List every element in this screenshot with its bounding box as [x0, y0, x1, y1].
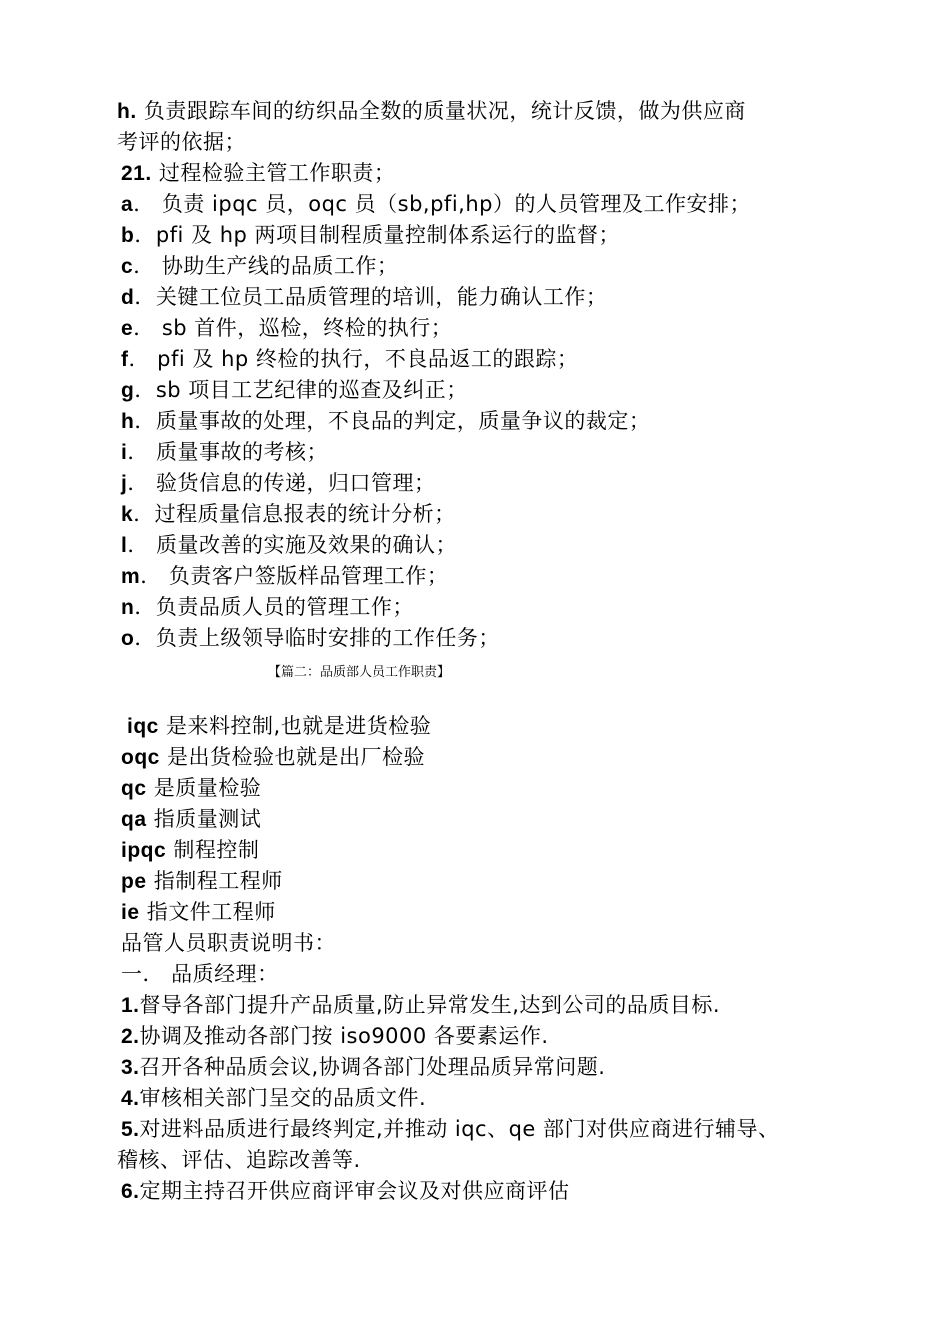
line-qc-duties-heading: 品管人员职责说明书：	[121, 931, 336, 955]
line-duty-2: 2.协调及推动各部门按 iso9000 各要素运作.	[121, 1024, 549, 1048]
line-c: c． 协助生产线的品质工作；	[121, 254, 399, 278]
line-ipqc: ipqc 制程控制	[121, 838, 260, 862]
line-h-supplier: h. 负责跟踪车间的纺织品全数的质量状况，统计反馈，做为供应商	[117, 99, 746, 123]
line-oqc: oqc 是出货检验也就是出厂检验	[121, 745, 426, 769]
line-duty-4: 4.审核相关部门呈交的品质文件.	[121, 1086, 427, 1110]
line-duty-6: 6.定期主持召开供应商评审会议及对供应商评估	[121, 1179, 570, 1203]
line-f: f． pfi 及 hp 终检的执行，不良品返工的跟踪；	[121, 347, 579, 371]
line-duty-5-continuation: 稽核、评估、追踪改善等.	[117, 1148, 361, 1172]
section-title: 【篇二：品质部人员工作职责】	[268, 665, 451, 680]
line-g: g．sb 项目工艺纪律的巡查及纠正；	[121, 378, 468, 402]
line-qa: qa 指质量测试	[121, 807, 262, 831]
line-b: b．pfi 及 hp 两项目制程质量控制体系运行的监督；	[121, 223, 621, 247]
line-d: d．关键工位员工品质管理的培训，能力确认工作；	[121, 285, 608, 309]
line-pe: pe 指制程工程师	[121, 869, 283, 893]
line-o: o．负责上级领导临时安排的工作任务；	[121, 626, 500, 650]
line-duty-5: 5.对进料品质进行最终判定,并推动 iqc、qe 部门对供应商进行辅导、	[121, 1117, 780, 1141]
line-iqc: iqc 是来料控制,也就是进货检验	[127, 714, 432, 738]
line-m: m． 负责客户签版样品管理工作；	[121, 564, 449, 588]
line-i: i． 质量事故的考核；	[121, 440, 329, 464]
line-quality-manager: 一． 品质经理：	[121, 962, 279, 986]
line-a: a． 负责 ipqc 员，oqc 员（sb,pfi,hp）的人员管理及工作安排；	[121, 192, 751, 216]
line-h: h．质量事故的处理，不良品的判定，质量争议的裁定；	[121, 409, 651, 433]
line-continuation: 考评的依据；	[117, 130, 246, 154]
line-qc: qc 是质量检验	[121, 776, 262, 800]
line-n: n．负责品质人员的管理工作；	[121, 595, 414, 619]
line-21-heading: 21. 过程检验主管工作职责；	[121, 161, 396, 185]
line-k: k．过程质量信息报表的统计分析；	[121, 502, 456, 526]
line-duty-3: 3.召开各种品质会议,协调各部门处理品质异常问题.	[121, 1055, 606, 1079]
line-duty-1: 1.督导各部门提升产品质量,防止异常发生,达到公司的品质目标.	[121, 993, 721, 1017]
line-e: e． sb 首件，巡检，终检的执行；	[121, 316, 453, 340]
line-ie: ie 指文件工程师	[121, 900, 276, 924]
line-l: l． 质量改善的实施及效果的确认；	[121, 533, 458, 557]
line-j: j． 验货信息的传递，归口管理；	[121, 471, 436, 495]
